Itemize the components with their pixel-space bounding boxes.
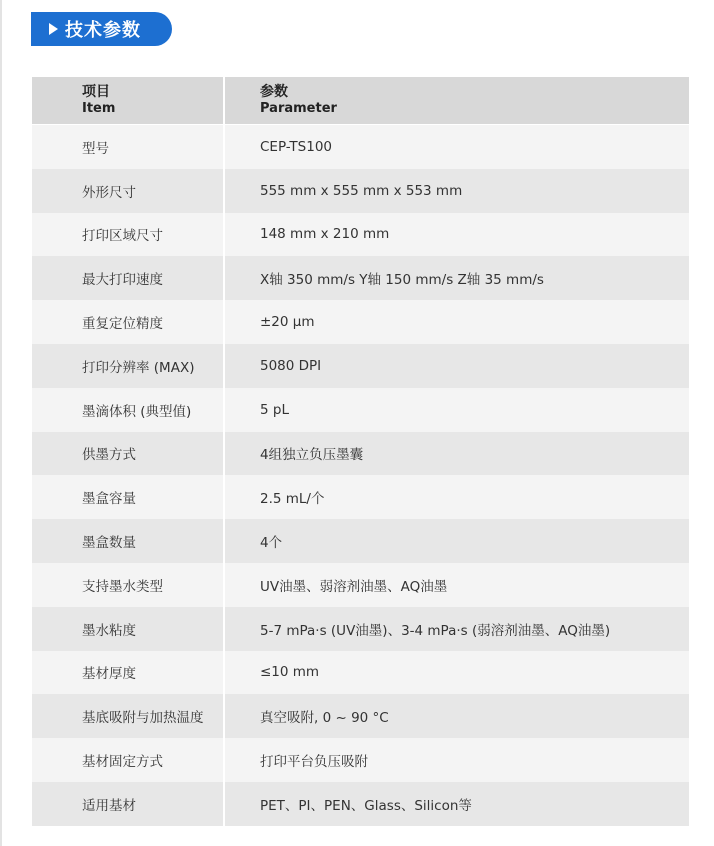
row-item: 基材固定方式 — [32, 738, 225, 782]
row-value: 真空吸附, 0 ~ 90 °C — [260, 710, 389, 727]
row-value: 4个 — [260, 535, 283, 552]
spec-table — [32, 77, 689, 826]
table-row — [32, 694, 689, 738]
header-item-cn: 项目 — [82, 84, 110, 100]
row-value: 5080 DPI — [260, 357, 322, 374]
row-value: 148 mm x 210 mm — [260, 226, 390, 243]
row-item: 墨水粘度 — [32, 607, 225, 651]
table-row — [32, 651, 689, 695]
table-row — [32, 607, 689, 651]
table-row — [32, 782, 689, 826]
row-item: 打印分辨率 (MAX) — [32, 344, 225, 388]
table-row — [32, 738, 689, 782]
triangle-right-icon — [49, 23, 58, 35]
header-param-cn: 参数 — [260, 84, 288, 100]
table-row — [32, 344, 689, 388]
table-row — [32, 213, 689, 257]
row-item: 型号 — [32, 125, 225, 169]
row-item: 基材厚度 — [32, 651, 225, 695]
row-item: 最大打印速度 — [32, 256, 225, 300]
row-value: UV油墨、弱溶剂油墨、AQ油墨 — [260, 578, 448, 595]
table-row — [32, 475, 689, 519]
row-item: 墨盒容量 — [32, 475, 225, 519]
header-param-en: Parameter — [260, 101, 337, 116]
table-row — [32, 563, 689, 607]
table-row — [32, 388, 689, 432]
row-item: 打印区域尺寸 — [32, 213, 225, 257]
row-value: 4组独立负压墨囊 — [260, 447, 364, 464]
row-value: 5-7 mPa·s (UV油墨)、3-4 mPa·s (弱溶剂油墨、AQ油墨) — [260, 622, 611, 639]
row-value: 5 pL — [260, 401, 289, 418]
row-value: CEP-TS100 — [260, 138, 333, 155]
row-item: 供墨方式 — [32, 432, 225, 476]
page-left-rule — [0, 0, 2, 846]
table-row — [32, 169, 689, 213]
header-parameter — [225, 77, 689, 124]
row-value: X轴 350 mm/s Y轴 150 mm/s Z轴 35 mm/s — [260, 272, 544, 289]
row-value: 555 mm x 555 mm x 553 mm — [260, 182, 463, 199]
row-item: 墨滴体积 (典型值) — [32, 388, 225, 432]
row-item: 重复定位精度 — [32, 300, 225, 344]
row-item: 外形尺寸 — [32, 169, 225, 213]
header-item-en: Item — [82, 101, 116, 116]
header-item — [32, 77, 225, 124]
row-item: 基底吸附与加热温度 — [32, 694, 225, 738]
row-item: 支持墨水类型 — [32, 563, 225, 607]
table-row — [32, 519, 689, 563]
row-value: PET、PI、PEN、Glass、Silicon等 — [260, 797, 472, 814]
row-value: ≤10 mm — [260, 664, 320, 681]
row-value: 打印平台负压吸附 — [260, 754, 368, 771]
table-header — [32, 77, 689, 125]
table-row — [32, 432, 689, 476]
row-item: 墨盒数量 — [32, 519, 225, 563]
row-value: ±20 μm — [260, 314, 315, 331]
table-row — [32, 256, 689, 300]
row-value: 2.5 mL/个 — [260, 491, 325, 508]
section-title: 技术参数 — [65, 20, 141, 41]
table-row — [32, 125, 689, 169]
section-heading-tag — [31, 12, 172, 46]
row-item: 适用基材 — [32, 782, 225, 826]
table-row — [32, 300, 689, 344]
